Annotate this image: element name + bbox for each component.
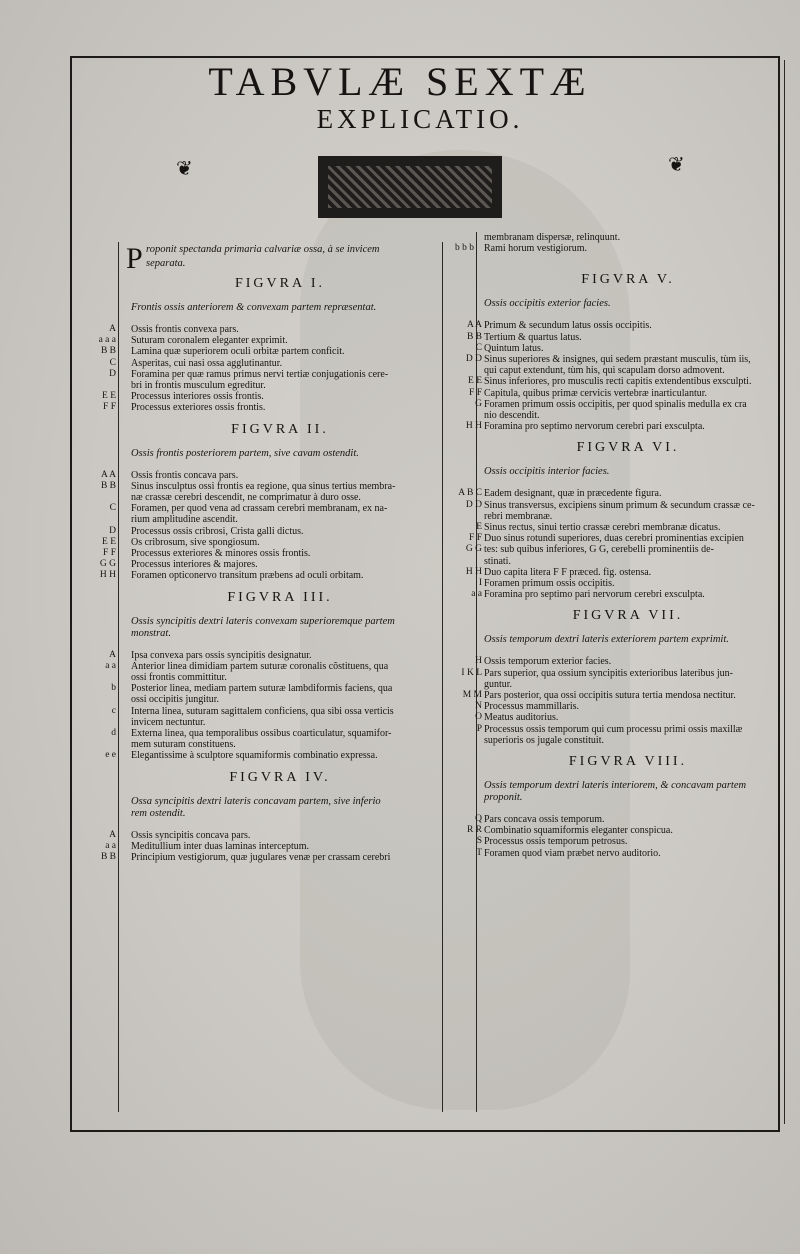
- entry-text: Processus mammillaris.: [484, 701, 579, 713]
- entry-label: E E: [468, 376, 482, 387]
- entry-text: Combinatio squamiformis eleganter conspicua.: [484, 825, 673, 837]
- entry-text: Processus ossis cribrosi, Crista galli dictus.: [131, 525, 304, 537]
- entry-text: ossi occipitis jungitur.: [131, 694, 220, 706]
- entry-text: nio descendit.: [484, 410, 540, 421]
- entry-text: mem suturam constituens.: [131, 739, 236, 751]
- entry-label: b: [111, 683, 116, 694]
- page-subtitle: EXPLICATIO.: [316, 104, 524, 134]
- entry-text: Rami horum vestigiorum.: [484, 243, 588, 255]
- entry-text: rebri membranæ.: [484, 510, 553, 522]
- entry-text: Ossis frontis concava pars.: [131, 469, 239, 481]
- entry-text: guntur.: [484, 678, 513, 690]
- figure-heading: FIGVRA VI.: [576, 440, 680, 456]
- entry-label: A: [109, 649, 116, 660]
- entry-text: bri in frontis musculum egreditur.: [131, 380, 266, 391]
- entry-text: Lamina quæ superiorem oculi orbitæ partem conficit.: [131, 346, 345, 358]
- entry-label: B B: [100, 346, 116, 357]
- figure-heading: FIGVRA V.: [581, 272, 675, 288]
- entry-label: A: [109, 829, 116, 840]
- entry-text: næ crassæ cerebri descendit, ne comprimatur à duro osse.: [131, 492, 361, 503]
- entry-label: H H: [465, 566, 482, 577]
- entry-text: Processus exteriores ossis frontis.: [131, 402, 266, 414]
- figure-caption: Ossis temporum dextri lateris exteriorem partem exprimit.: [484, 634, 729, 646]
- entry-label: H: [475, 656, 482, 667]
- entry-text: Sinus inferiores, pro musculis recti capitis extendentibus exsculpti.: [484, 376, 752, 388]
- entry-label: b b b: [455, 243, 474, 254]
- entry-label: Q: [475, 814, 482, 824]
- figure-caption: monstrat.: [131, 627, 171, 639]
- entry-text: Ossis syncipitis concava pars.: [131, 829, 251, 841]
- entry-text: Foramen primum ossis occipitis.: [484, 578, 615, 589]
- entry-label: H H: [99, 570, 116, 581]
- entry-label: N: [475, 701, 482, 712]
- entry-label: F F: [103, 402, 116, 413]
- entry-label: D D: [465, 354, 482, 364]
- entry-text: Foramen quod viam præbet nervo auditorio.: [484, 847, 661, 859]
- entry-text: Foramen primum ossis occipitis, per quod spinalis medulla ex cra: [484, 398, 747, 410]
- entry-text: Pars concava ossis temporum.: [484, 814, 605, 825]
- figure-caption: Ossa syncipitis dextri lateris concavam partem, sive inferio: [131, 795, 381, 807]
- entry-label: G G: [99, 559, 116, 570]
- entry-label: a a: [471, 589, 482, 600]
- entry-label: e e: [105, 750, 116, 761]
- entry-text: Meatus auditorius.: [484, 712, 559, 724]
- entry-text: Sinus insculptus ossi frontis ea regione, qua sinus tertius membra-: [131, 480, 396, 492]
- entry-label: D D: [465, 499, 482, 510]
- figure-heading: FIGVRA VIII.: [568, 754, 688, 769]
- entry-text: Processus ossis temporum qui cum processu primi ossis maxillæ: [484, 723, 743, 735]
- headpiece-ornament: [318, 156, 502, 218]
- figure-caption: Ossis frontis posteriorem partem, sive cavam ostendit.: [131, 447, 359, 459]
- entry-label: E E: [102, 391, 116, 402]
- fleuron-left-icon: ❦: [176, 158, 193, 180]
- figure-caption: proponit.: [484, 792, 523, 803]
- entry-label: O: [475, 712, 482, 723]
- entry-label: B B: [466, 331, 482, 342]
- entry-label: F F: [103, 548, 116, 558]
- entry-label: E: [476, 522, 482, 532]
- entry-text: Ossis temporum exterior facies.: [484, 656, 612, 668]
- drop-cap: P: [126, 242, 143, 275]
- entry-text: Sinus rectus, sinui tertio crassæ cerebri membranæ dicatus.: [484, 522, 721, 533]
- entry-label: a a: [105, 840, 116, 851]
- left-label-rule: [118, 242, 119, 1112]
- entry-label: A B C: [458, 488, 482, 499]
- entry-label: C: [109, 503, 116, 514]
- figure-caption: Ossis occipitis interior facies.: [484, 466, 610, 478]
- figure-heading: FIGVRA I.: [234, 276, 325, 291]
- entry-text: Principium vestigiorum, quæ jugulares venæ per crassam cerebri: [131, 852, 391, 863]
- entry-label: E E: [102, 536, 116, 547]
- entry-label: B B: [100, 480, 116, 491]
- entry-text: Foramina per quæ ramus primus nervi tertiæ conjugationis cere-: [131, 368, 389, 380]
- entry-label: F F: [469, 533, 482, 544]
- figure-heading: FIGVRA III.: [227, 589, 333, 605]
- entry-label: c: [111, 705, 116, 716]
- entry-text: Externa linea, qua temporalibus ossibus coarticulatur, squamifor-: [131, 728, 392, 739]
- entry-text: Pars superior, qua ossium syncipitis exterioribus lateribus jun-: [484, 667, 734, 679]
- intro-line-1: roponit spectanda primaria calvariæ ossa, à se invicem: [146, 244, 380, 255]
- entry-text: Foramina pro septimo nervorum cerebri pari exsculpta.: [484, 421, 705, 433]
- entry-text: qui caput extendunt, tùm his, qui scapulam dorso admovent.: [484, 365, 725, 377]
- entry-label: F F: [469, 387, 482, 398]
- page-title: TABVLÆ SEXTÆ: [208, 59, 592, 104]
- entry-text: Anterior linea dimidiam partem suturæ coronalis cõstituens, qua: [131, 660, 389, 672]
- entry-label: C: [475, 342, 482, 353]
- figure-heading: FIGVRA II.: [231, 421, 329, 437]
- entry-text: Primum & secundum latus ossis occipitis.: [484, 320, 652, 332]
- figure-caption: rem ostendit.: [131, 807, 186, 819]
- entry-text: Processus interiores & majores.: [131, 559, 258, 571]
- entry-text: ossi frontis committitur.: [131, 672, 227, 683]
- figure-heading: FIGVRA IV.: [229, 769, 331, 785]
- intro-line-2: separata.: [146, 258, 186, 269]
- figure-heading: FIGVRA VII.: [572, 608, 684, 624]
- entry-label: G G: [465, 544, 482, 555]
- entry-text: Foramina pro septimo pari nervorum cerebri exsculpta.: [484, 589, 705, 601]
- entry-label: a a a: [98, 335, 116, 346]
- figure-caption: Ossis occipitis exterior facies.: [484, 298, 611, 310]
- entry-text: superioris os jugale constituit.: [484, 734, 604, 746]
- figure-caption: Ossis temporum dextri lateris interiorem, & concavam partem: [484, 780, 747, 791]
- entry-label: d: [111, 728, 116, 738]
- entry-label: B B: [100, 852, 116, 862]
- entry-text: Asperitas, cui nasi ossa agglutinantur.: [131, 357, 283, 369]
- entry-text: rium amplitudine ascendit.: [131, 514, 238, 526]
- entry-text: stinati.: [484, 555, 511, 567]
- entry-label: D: [109, 525, 116, 536]
- entry-text: Processus interiores ossis frontis.: [131, 391, 264, 403]
- entry-label: A A: [100, 469, 116, 480]
- entry-text: Duo capita litera F F præced. fig. ostensa.: [484, 566, 652, 578]
- entry-text: Meditullium inter duas laminas interceptum.: [131, 840, 310, 852]
- entry-text: Posterior linea, mediam partem suturæ lambdiformis faciens, qua: [131, 683, 393, 695]
- entry-text: Os cribrosum, sive spongiosum.: [131, 536, 260, 548]
- entry-text: Elegantissime à sculptore squamiformis combinatio expressa.: [131, 750, 378, 762]
- entry-text: Duo sinus rotundi superiores, duas cerebri prominentias excipien: [484, 533, 744, 545]
- entry-label: T: [476, 847, 482, 858]
- entry-text: Suturam coronalem eleganter exprimit.: [131, 335, 288, 347]
- entry-text: Pars posterior, qua ossi occipitis sutura tertia mendosa nectitur.: [484, 690, 736, 701]
- fleuron-right-icon: ❦: [668, 154, 685, 176]
- entry-label: M M: [462, 690, 482, 700]
- entry-text: Foramen opticonervo transitum præbens ad oculi orbitam.: [131, 570, 364, 582]
- entry-text: Processus ossis temporum petrosus.: [484, 836, 628, 848]
- entry-label: A A: [466, 320, 482, 331]
- entry-label: R R: [466, 825, 482, 836]
- entry-text: Sinus transversus, excipiens sinum primum & secundum crassæ ce-: [484, 499, 755, 511]
- entry-text: Capitula, quibus primæ cervicis vertebræ inarticulantur.: [484, 387, 708, 399]
- entry-label: S: [476, 836, 482, 847]
- figure-caption: Frontis ossis anteriorem & convexam partem repræsentat.: [131, 302, 377, 313]
- entry-text: Processus exteriores & minores ossis frontis.: [131, 548, 311, 559]
- entry-text: Sinus superiores & insignes, qui sedem præstant musculis, tùm iis,: [484, 354, 751, 365]
- entry-label: P: [476, 723, 482, 734]
- entry-label: D: [109, 368, 116, 379]
- entry-text: tes: sub quibus inferiores, G G, cerebelli prominentiis de-: [484, 544, 714, 556]
- entry-text: Quintum latus.: [484, 342, 544, 354]
- entry-text: membranam dispersæ, relinquunt.: [484, 232, 621, 243]
- entry-text: Tertium & quartus latus.: [484, 331, 582, 343]
- entry-label: I K L: [461, 667, 482, 678]
- entry-text: Eadem designant, quæ in præcedente figura.: [484, 488, 662, 500]
- figure-caption: Ossis syncipitis dextri lateris convexam superioremque partem: [131, 615, 395, 627]
- entry-label: a a: [105, 660, 116, 671]
- entry-label: C: [109, 357, 116, 368]
- entry-text: Interna linea, suturam sagittalem conficiens, qua sibi ossa verticis: [131, 705, 394, 717]
- entry-label: H H: [465, 421, 482, 432]
- entry-label: I: [478, 578, 482, 588]
- entry-text: Ossis frontis convexa pars.: [131, 324, 239, 335]
- entry-label: G: [475, 398, 482, 409]
- entry-label: A: [109, 324, 116, 334]
- entry-text: Ipsa convexa pars ossis syncipitis designatur.: [131, 649, 312, 661]
- entry-text: Foramen, per quod vena ad crassam cerebri membranam, ex na-: [131, 503, 388, 515]
- entry-text: invicem nectuntur.: [131, 716, 206, 728]
